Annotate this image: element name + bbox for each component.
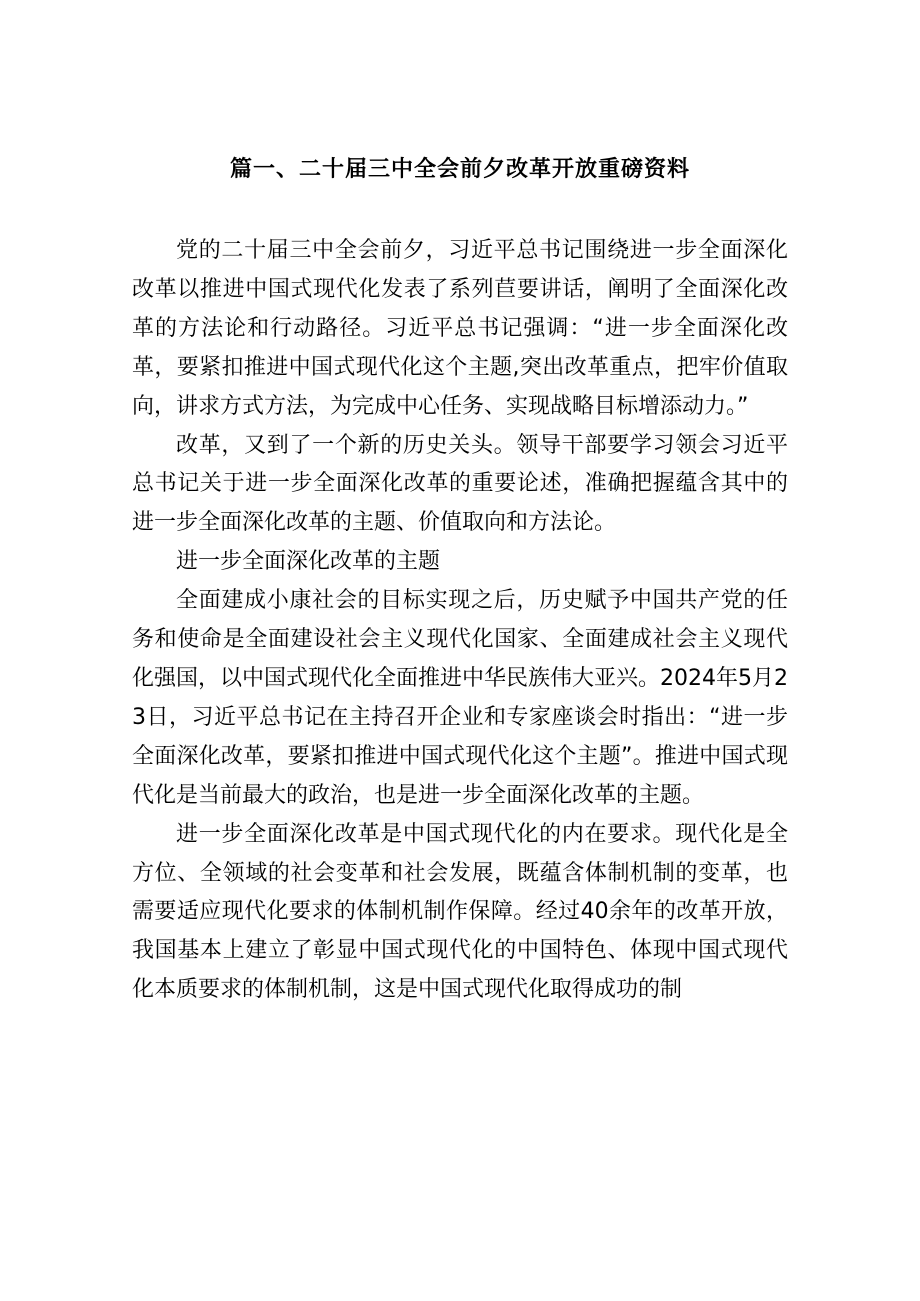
document-title: 篇一、二十届三中全会前夕改革开放重磅资料 (229, 157, 690, 182)
paragraph-reform-juncture: 改革，又到了一个新的历史关头。领导干部要学习领会习近平总书记关于进一步全面深化改革的重要论述，准确把握蕴含其中的进一步全面深化改革的主题、价值取向和方法论。 (132, 432, 788, 536)
section-heading-theme: 进一步全面深化改革的主题 (176, 549, 441, 575)
paragraph-theme: 全面建成小康社会的目标实现之后，历史赋予中国共产党的任务和使命是全面建设社会主义现代化国家、全面建成社会主义现代化强国，以中国式现代化全面推进中华民族伟大亚兴。2024年5月23日，习近平总书记在主持召开企业和专家座谈会时指出：“进一步全面深化改革，要紧扣推进中国式现代化这个主题”。推进中国式现代化是当前最大的政治，也是进一步全面深化改革的主题。 (132, 588, 788, 808)
paragraph-intro: 党的二十届三中全会前夕，习近平总书记围绕进一步全面深化改革以推进中国式现代化发表了系列苣要讲话，阐明了全面深化改革的方法论和行动路径。习近平总书记强调：“进一步全面深化改革，要紧扣推进中国式现代化这个主题,突出改革重点，把牢价值取向，讲求方式方法，为完成中心任务、实现战略目标增添动力。” (132, 238, 788, 419)
paragraph-modernization: 进一步全面深化改革是中国式现代化的内在要求。现代化是全方位、全领域的社会变革和社会发展，既蕴含体制机制的变革，也需要适应现代化要求的体制机制作保障。经过40余年的改革开放，我国基本上建立了彰显中国式现代化的中国特色、体现中国式现代化本质要求的体制机制，这是中国式现代化取得成功的制 (132, 821, 788, 1003)
document-body (132, 232, 788, 1010)
